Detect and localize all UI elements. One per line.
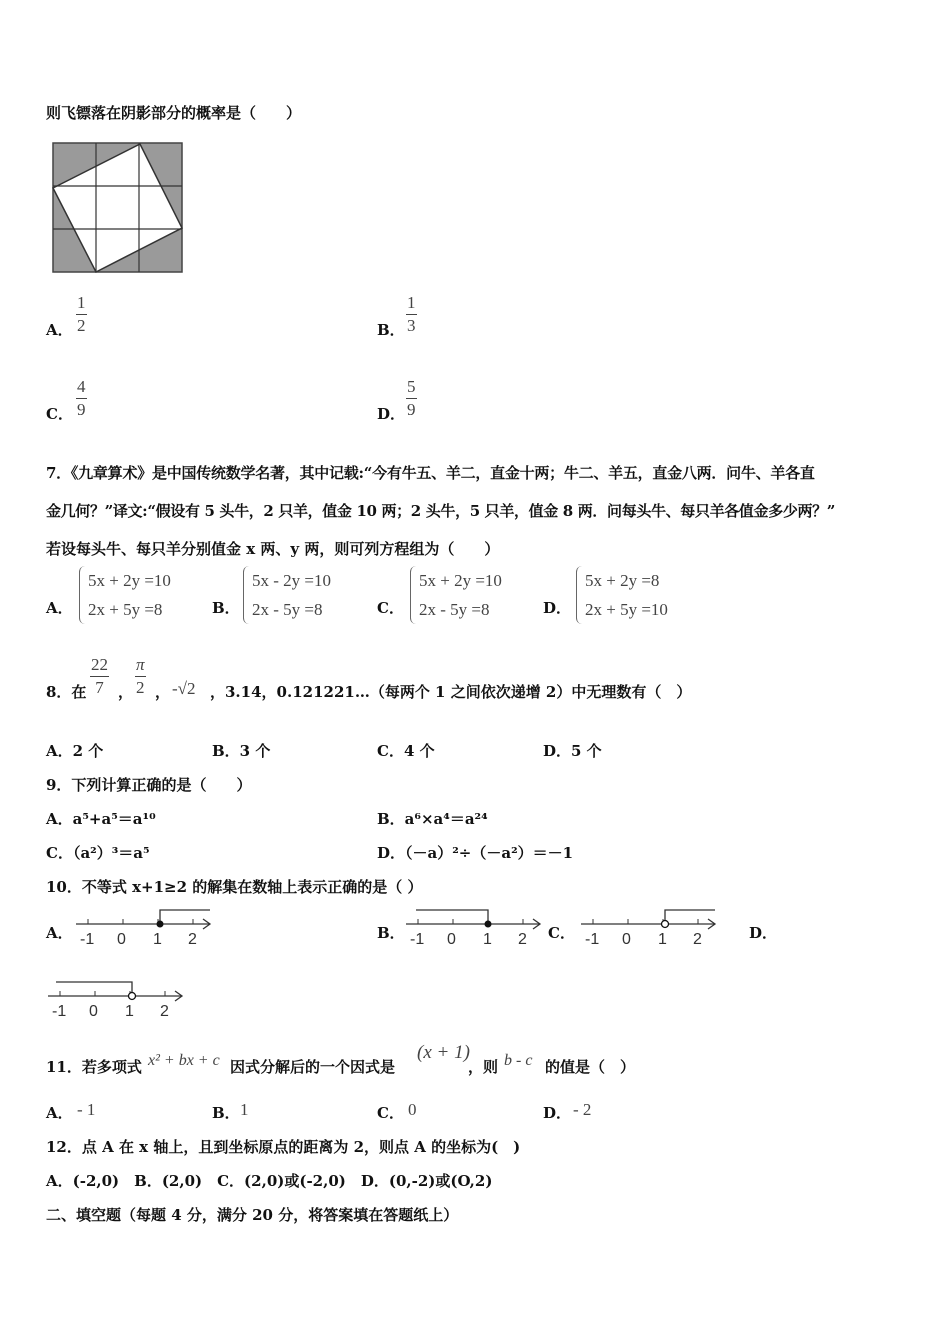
q8-option-d: D．5 个 [543,742,602,760]
q9-option-c: C．（a²）³＝a⁵ [46,844,150,862]
q7-line3: 若设每头牛、每只羊分别值金 x 两、y 两，则可列方程组为（ ） [46,540,500,558]
svg-text:0: 0 [447,931,456,948]
q11-option-c-label: C． [377,1104,404,1122]
q7-line2: 金几何？”译文:“假设有 5 头牛，2 只羊，值金 10 两；2 头牛，5 只羊，值金 8 两．问每头牛、每只羊各值金多少两？” [46,502,836,520]
svg-text:0: 0 [117,931,126,948]
svg-text:1: 1 [483,931,492,948]
q6-option-c-fraction: 4 9 [77,377,86,419]
q9-option-a: A．a⁵+a⁵＝a¹⁰ [46,810,156,828]
q11-option-d-value: - 2 [573,1100,592,1119]
q8-option-b: B．3 个 [212,742,271,760]
svg-text:-1: -1 [585,931,600,948]
q8-prefix: 8．在 [46,683,87,701]
svg-text:1: 1 [153,931,162,948]
q11-suffix: 的值是（ ） [545,1058,636,1076]
q7-option-b-label: B． [212,599,240,617]
svg-text:-1: -1 [52,1003,67,1020]
q7-option-c-label: C． [377,599,404,617]
svg-text:0: 0 [89,1003,98,1020]
svg-text:2: 2 [188,931,197,948]
q11-option-b-value: 1 [240,1100,249,1119]
svg-text:2: 2 [160,1003,169,1020]
q9-option-b: B．a⁶×a⁴＝a²⁴ [377,810,488,828]
q8-suffix: ，3.14，0.121221…（每两个 1 之间依次递增 2）中无理数有（ ） [210,683,692,701]
q10-stem: 10．不等式 x+1≥2 的解集在数轴上表示正确的是（ ） [46,878,423,896]
dartboard-figure [52,142,184,274]
q10-option-a-label: A． [46,924,73,942]
q11-factor: (x + 1) [417,1042,470,1063]
svg-text:-1: -1 [80,931,95,948]
q11-expression: b - c [504,1052,533,1069]
svg-text:2: 2 [518,931,527,948]
q11-option-d-label: D． [543,1104,572,1122]
q6-stem: 则飞镖落在阴影部分的概率是（ ） [46,104,302,122]
q9-option-d: D．（－a）²÷（－a²）＝－1 [377,844,574,862]
q8-option-c: C．4 个 [377,742,435,760]
q6-option-c-label: C． [46,405,73,423]
q7-option-b-system: 5x - 2y =10 2x - 5y =8 [243,566,331,624]
q9-stem: 9．下列计算正确的是（ ） [46,776,252,794]
q7-option-a-label: A． [46,599,73,617]
q10-option-d-label: D． [749,924,778,942]
q7-line1: 7．《九章算术》是中国传统数学名著，其中记载:“今有牛五、羊二，直金十两；牛二、羊五，直金八两．问牛、羊各直 [46,464,815,482]
svg-text:1: 1 [658,931,667,948]
q10-option-c-label: C． [548,924,575,942]
q11-mid: 因式分解后的一个因式是 [230,1058,396,1076]
q10-option-b-label: B． [377,924,405,942]
svg-text:-1: -1 [410,931,425,948]
q11-option-a-label: A． [46,1104,73,1122]
q6-option-d-label: D． [377,405,406,423]
q11-option-b-label: B． [212,1104,240,1122]
q7-option-c-system: 5x + 2y =10 2x - 5y =8 [410,566,502,624]
q7-option-a-system: 5x + 2y =10 2x + 5y =8 [79,566,171,624]
q8-neg-sqrt2: -√2 [172,679,196,698]
q10-numberline-b [402,906,547,948]
q7-option-d-label: D． [543,599,572,617]
q6-option-b-label: B． [377,321,405,339]
q10-numberline-a [72,906,217,948]
q10-numberline-c [577,906,722,948]
q6-option-d-fraction: 5 9 [407,377,416,419]
q12-stem: 12．点 A 在 x 轴上，且到坐标原点的距离为 2，则点 A 的坐标为( ) [46,1138,521,1156]
q11-polynomial: x² + bx + c [148,1052,220,1069]
q11-mid2: ，则 [468,1058,499,1076]
q8-fraction-pi-2: π 2 [136,655,145,697]
svg-text:2: 2 [693,931,702,948]
q6-option-a-fraction: 1 2 [77,293,86,335]
q10-numberline-d [44,978,189,1020]
q11-option-c-value: 0 [408,1100,417,1119]
svg-text:0: 0 [622,931,631,948]
section-2-heading: 二、填空题（每题 4 分，满分 20 分，将答案填在答题纸上） [46,1206,459,1224]
svg-text:1: 1 [125,1003,134,1020]
q6-option-b-fraction: 1 3 [407,293,416,335]
q8-option-a: A．2 个 [46,742,104,760]
q8-fraction-22-7: 22 7 [91,655,108,697]
q11-prefix: 11．若多项式 [46,1058,142,1076]
q7-option-d-system: 5x + 2y =8 2x + 5y =10 [576,566,668,624]
q11-option-a-value: - 1 [77,1100,96,1119]
q6-option-a-label: A． [46,321,73,339]
q12-options: A．(-2,0) B．(2,0) C．(2,0)或(-2,0) D．(0,-2)或(O,2) [46,1172,493,1190]
